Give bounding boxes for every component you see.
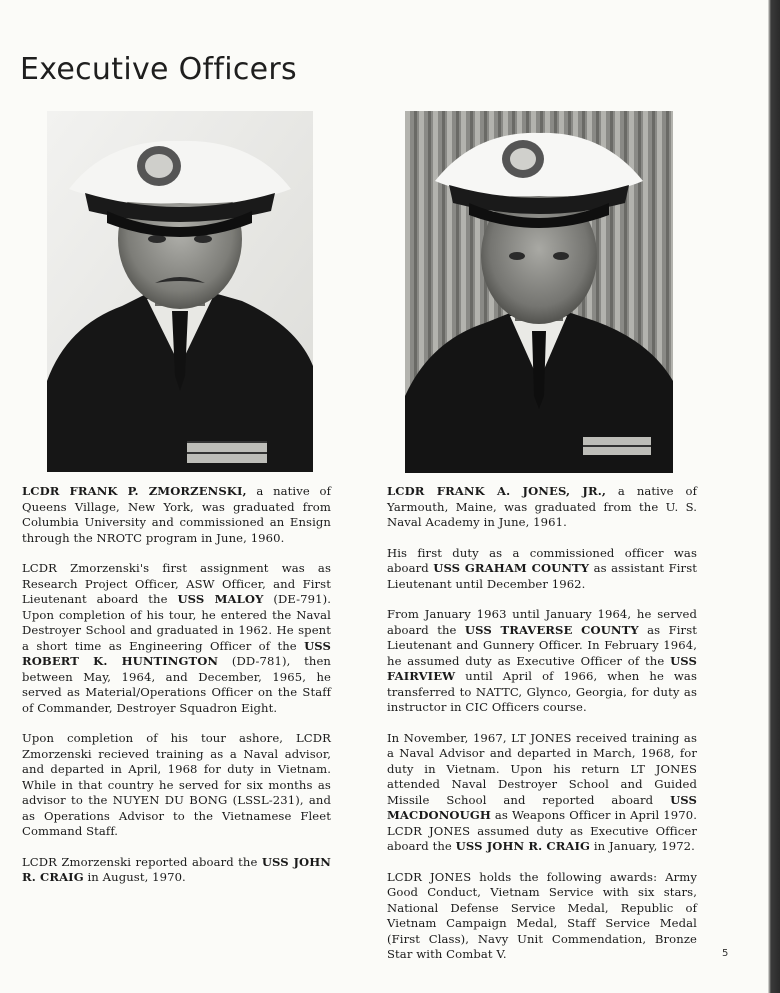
bio-text: (DE-791). Upon completion of his tour, he entered the Naval Destroyer School and graduated in 1962. He spent a short time as Engineering Officer of the xyxy=(22,592,331,653)
bio-text: LCDR Zmorzenski's first assignment was as Research Project Officer, ASW Officer, and First Lieutenant aboard the xyxy=(22,561,331,606)
bio-text: in January, 1972. xyxy=(590,839,695,853)
bio-paragraph xyxy=(22,855,331,886)
bio-text: as First Lieutenant and Gunnery Officer. In February 1964, he assumed duty as Executive Officer of the xyxy=(387,622,697,668)
bio-text: until April of 1966, when he was transferred to NATTC, Glynco, Georgia, for duty as instructor in CIC Officers course. xyxy=(387,669,697,714)
bio-emphasis: USS MACDONOUGH xyxy=(387,792,697,822)
page-title: Executive Officers xyxy=(20,52,297,87)
bio-text: From January 1963 until January 1964, he served aboard the xyxy=(387,607,697,637)
bio-text: LCDR Zmorzenski reported aboard the xyxy=(22,854,262,869)
bio-text: His first duty as a commissioned officer was aboard xyxy=(387,545,697,575)
bio-text: Upon completion of his tour ashore, LCDR Zmorzenski recieved training as a Naval advisor, and departed in April, 1968 for duty in Vietnam. While in that country he served for six months as advisor to the NUYEN DU BONG (LSSL-231), and as Operations Advisor to the Vietnamese Fleet Command Staff. xyxy=(22,731,331,838)
bio-emphasis: USS JOHN R. CRAIG xyxy=(22,854,331,884)
bio-text: as assistant First Lieutenant until December 1962. xyxy=(387,561,698,591)
bio-emphasis: USS GRAHAM COUNTY xyxy=(433,561,590,575)
bio-text: a native of Queens Village, New York, was graduated from Columbia University and commissioned an Ensign through the NROTC program in June, 1960. xyxy=(22,484,332,545)
bio-text: as Weapons Officer in April 1970. LCDR JONES assumed duty as Executive Officer aboard the xyxy=(387,808,697,853)
bio-emphasis: USS FAIRVIEW xyxy=(387,653,697,683)
bio-emphasis: LCDR xyxy=(22,484,70,498)
bio-text: (DD-781), then between May, 1964, and December, 1965, he served as Material/Operations Officer on the Staff of Commander, Destroyer Squadron Eight. xyxy=(22,654,331,715)
bio-paragraph xyxy=(387,731,697,855)
bio-paragraph xyxy=(387,607,697,716)
bio-text: In November, 1967, LT JONES received training as a Naval Advisor and departed in March, 1968, for duty in Vietnam. Upon his return LT JONES attended Naval Destroyer School and Guided Missile School and reported aboard xyxy=(387,730,697,807)
bio-paragraph xyxy=(387,546,697,593)
bio-emphasis: USS TRAVERSE COUNTY xyxy=(464,622,639,637)
bio-emphasis: LCDR FRANK A. JONES, JR., xyxy=(387,484,606,498)
bio-emphasis: USS MALOY xyxy=(177,592,264,606)
bio-text: in August, 1970. xyxy=(83,870,186,884)
bio-paragraph xyxy=(22,484,331,546)
bio-emphasis: USS JOHN R. CRAIG xyxy=(455,839,591,853)
bio-paragraph xyxy=(387,870,697,963)
bio-paragraph xyxy=(22,561,331,716)
bio-text: LCDR JONES holds the following awards: Army Good Conduct, Vietnam Service with six stars, National Defense Service Medal, Republic of Vietnam Campaign Medal, Staff Service Medal (First Class), Navy Unit Commendation, Bronze Star with Combat V. xyxy=(387,869,697,961)
bio-text: a native of Yarmouth, Maine, was graduated from the U. S. Naval Academy in June, 1961. xyxy=(387,484,697,529)
page-number: 5 xyxy=(722,948,729,959)
officer-portrait-jones xyxy=(405,111,673,473)
bio-emphasis: USS ROBERT K. HUNTINGTON xyxy=(22,638,331,668)
bio-jones xyxy=(387,484,697,978)
officer-portrait-zmorzenski xyxy=(47,111,313,472)
page-binding-edge xyxy=(768,0,780,993)
bio-paragraph xyxy=(22,731,331,840)
bio-paragraph xyxy=(387,484,697,531)
bio-emphasis: FRANK P. ZMORZENSKI, xyxy=(69,484,247,498)
bio-zmorzenski xyxy=(22,484,331,901)
